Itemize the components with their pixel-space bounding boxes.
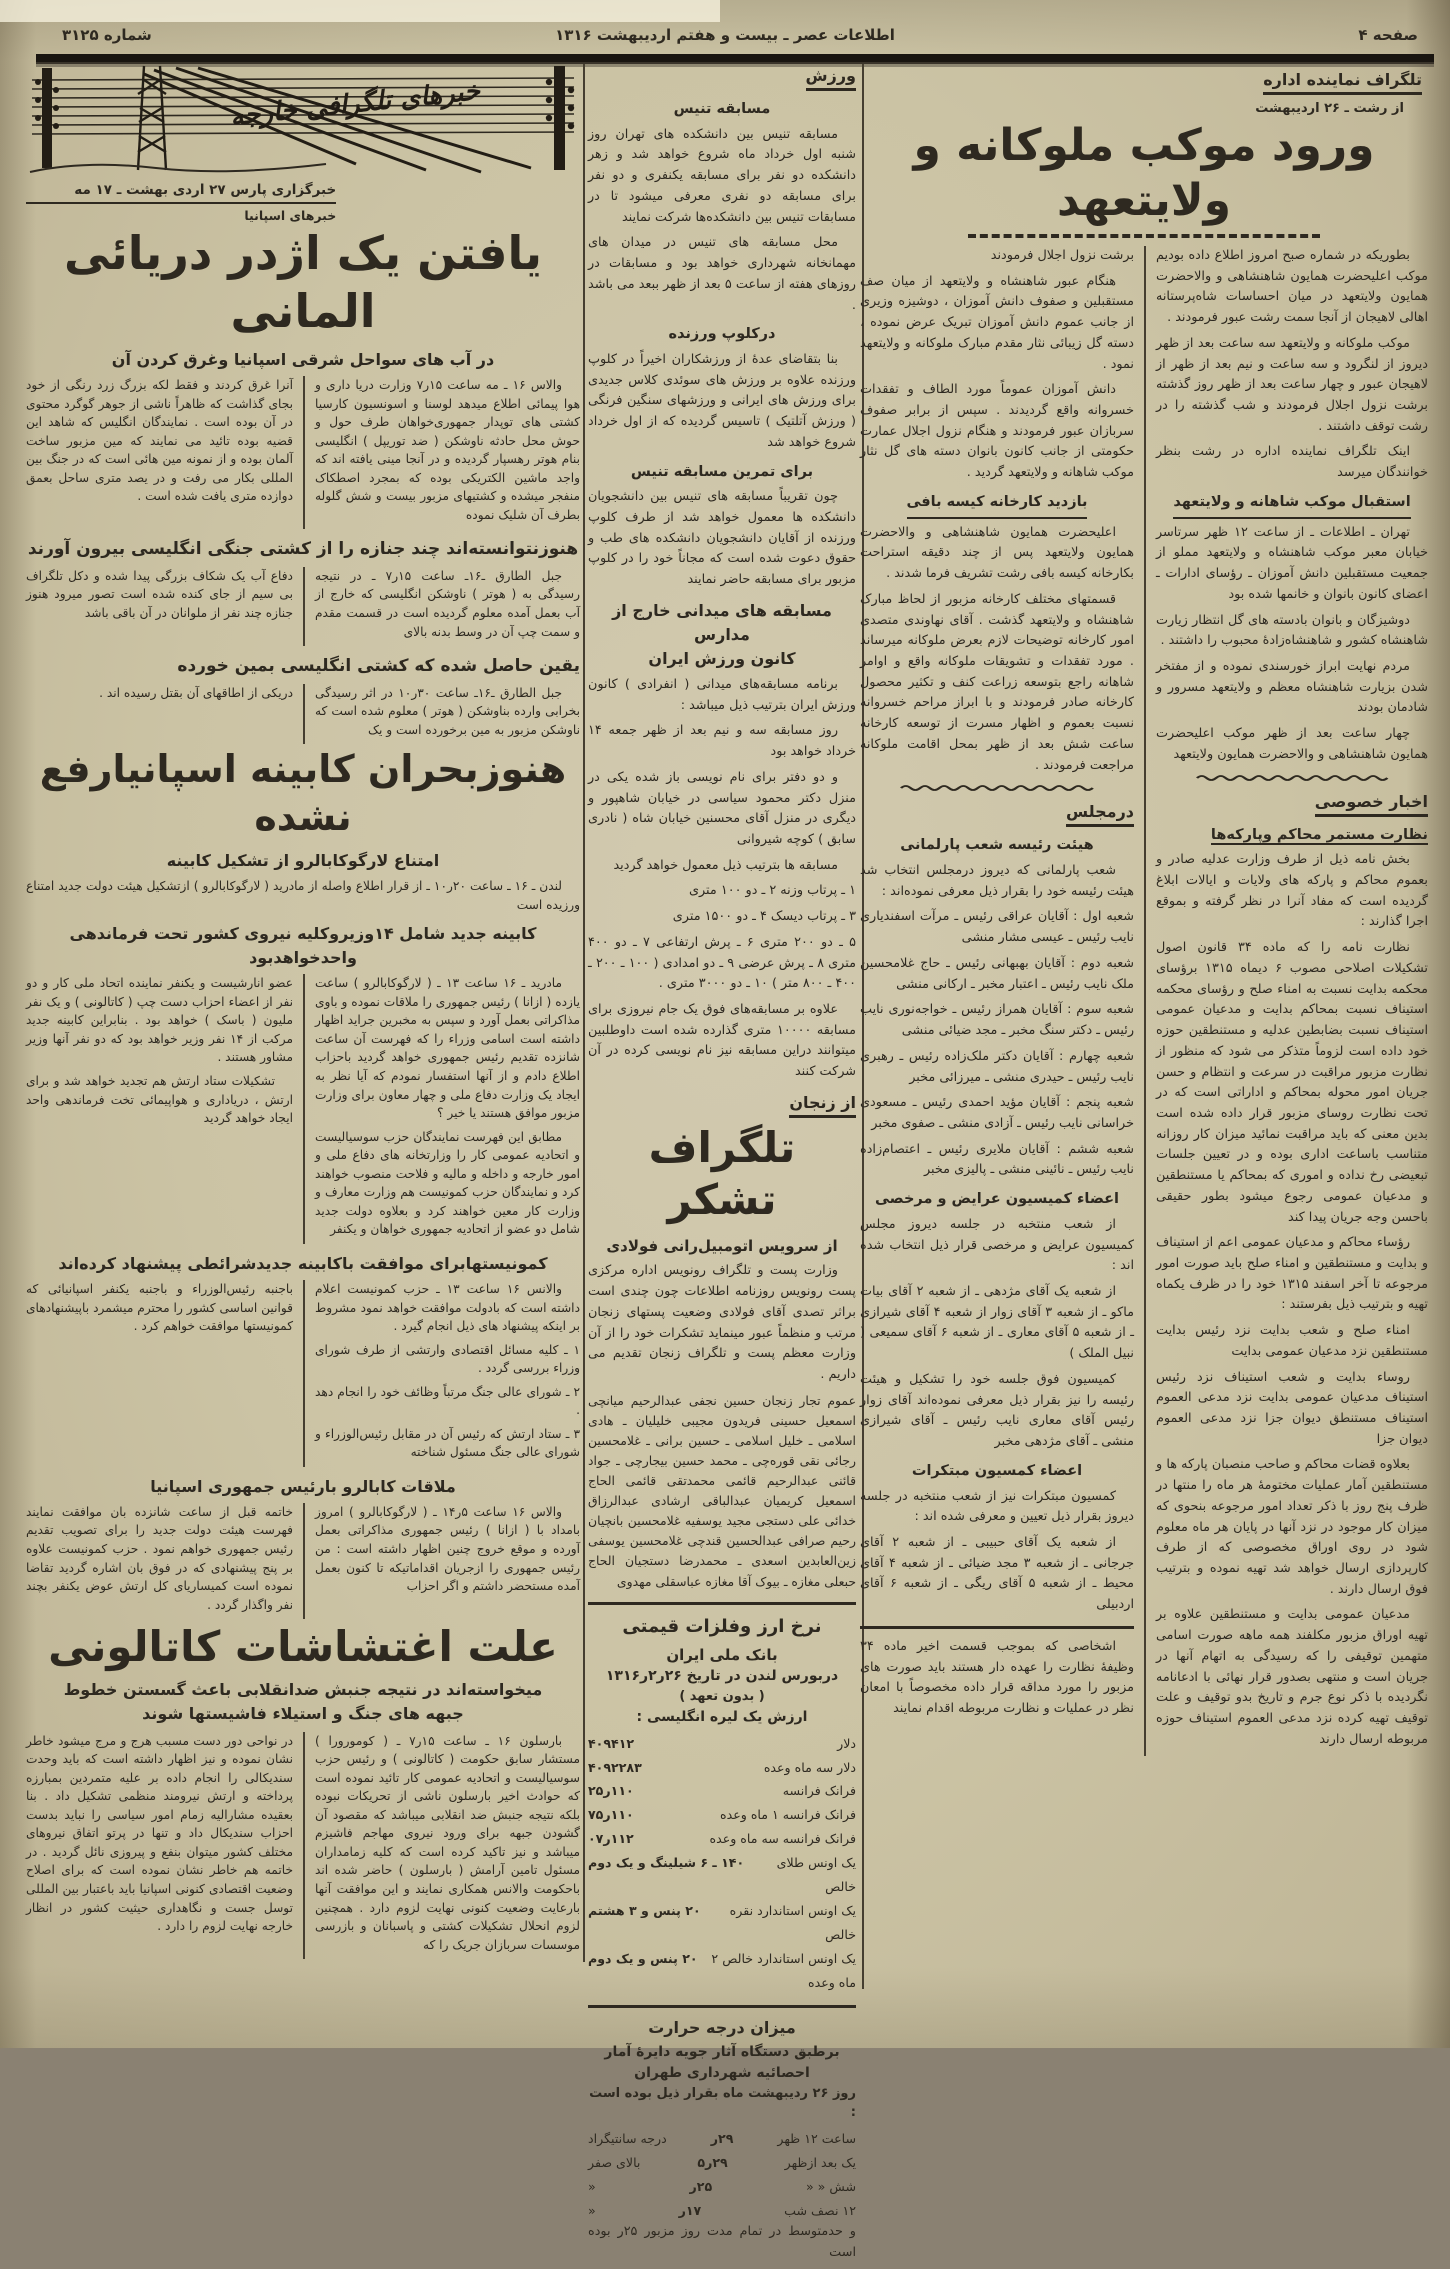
column-d xyxy=(303,1503,580,1619)
list-item: ۳ ـ پرتاب دیسک ۴ ـ دو ۱۵۰۰ متری xyxy=(672,909,856,925)
crisis-columns xyxy=(26,1503,580,1619)
paragraph: عضو انارشیست و یکنفر نماینده اتحاد ملی کار و دو نفر از اعضاء احزاب دست چپ ( کاتالونی ) و یک نفر ملیون ( باسک ) خواهد بود . بنابراین کابینه جدید مرکب از ۱۴ نفر وزیر خواهد بود که دو نفر آنها وزیر مشاور هستند . xyxy=(26,976,293,1065)
paragraph: بخش نامه ذیل از طرف وزارت عدلیه صادر و بعموم محاکم و پارکه های ولایات و ایالات ابلاغ گردیده است که مفاد آنرا در نظر گرفته و بموقع اجرا گذارند : xyxy=(1156,852,1428,930)
paragraph: بارسلون ۱۶ ـ ساعت ۱۵ر۷ ـ ( کومورورا ) مستشار سابق حکومت ( کاتالونی ) و رئیس حزب سوسیالیست و اتحادیه عمومی کار تائید نموده است که حوادث اخیر بارسلون ناشی از تحریکات نبوده بلکه نتیجه جنبش ضد انقلابی میباشد که مقصود آن گشودن جبهه برای ورود نیروی مهاجم فاشیزم میباشد و نیز تاکید کرده است که کلیه زمامداران مسئول تامین آرامش ( بارسلون ) حاضر شده اند باحکومت والانس همکاری نمایند و این موافقت آنها بارعایت وضعیت کنونی نهایت لزوم دارد . همچنین لزوم انحلال تشکیلات کشتی و پاسبانان و بازرسی موسسات سربازان جریک را که xyxy=(315,1733,580,1952)
column-rule xyxy=(583,64,585,1962)
headline-german-torpedo: یافتن یک اژدر دریائی المانی xyxy=(63,226,543,338)
paragraph: بعلاوه قضات محاکم و صاحب منصبان پارکه ها و مستنطقین آمار عملیات مختومهٔ هر ماه را منتها در ظرف پنج روز با ذکر تعداد امور مرجوعه بنحوی که میزان کار موجود در نزد آنها در پایان هر ماه معلوم شود در روی اوراق مخصوصی که از طرف کارپردازی ارسال خواهد شد تهیه نموده و بترتیب فوق ارسال دارند . xyxy=(1156,1457,1428,1597)
column-b xyxy=(860,246,1144,1756)
rate-row: یک اونس طلای خالص ۱۴۰ ـ ۶ شیلینگ و یک دوم xyxy=(588,1855,856,1895)
paragraph: وزارت پست و تلگراف رونویس اداره مرکزی پست رونویس روزنامه اطلاعات چون چندی است براثر تصدی آقای فولادی وضعیت پستهای زنجان مرتب و منظماً عبور مینماید تشکرات خود را از آن وزارت معظم پست و تلگراف زنجان تقدیم می داریم . xyxy=(588,1263,856,1382)
paragraph: مسابقه تنیس بین دانشکده های تهران روز شنبه اول خرداد ماه شروع خواهد شد و زهر دانشکده دو نفر برای مسابقه یکنفری و دو نفر برای مسابقه دو نفری معرفی میشود تا در مسابقات تنیس بین دانشکده‌ها شرکت نمایند xyxy=(588,126,856,225)
paragraph: رؤساء محاکم و مدعیان عمومی اعم از استیناف و بدایت و مستنطقین و امناء صلح باید صورت امور مرجوعه تا آخر اسفند ۱۳۱۵ خود را در ظرف یکماه تهیه و بترتیب ذیل بفرستند : xyxy=(1156,1235,1428,1313)
column-a xyxy=(1144,246,1428,1756)
subhead-bodies-not-recovered: هنوزنتوانسته‌اند چند جنازه را از کشتی جنگی انگلیسی بیرون آورند xyxy=(27,539,579,560)
signatories-list: عموم تجار زنجان حسین نجفی عبدالرحیم میانچی اسمعیل حسینی فریدون مجیبی خلیلیان ـ هادی اسلامی ـ خلیل اسلامی ـ حسین برانی ـ غلامحسین رجائی نقی قوره‌چی ـ محمد حسین بیجارچی ـ جواد قائنی عبدالرحیم قائمی محمدتقی قائمی الحاج اسمعیل کریمیان عبدالباقی ارشادی عبدالرزاق خدائی علی دستجی مجید یوسفیه غلامحسین بانچیان رحیم صرافی عبدالحسین قندچی غلامحسین یوسفی زین‌العابدین اسعدی ـ محمدرضا دستجیان الحاج حبعلی مغازه ـ بیوک آقا مغازه عباسقلی مهدوی xyxy=(588,1392,856,1589)
paper-edge-strip xyxy=(0,0,720,22)
paragraph: والاس ۱۶ ـ مه ساعت ۱۵ر۷ وزارت دریا داری و هوا پیمائی اطلاع میدهد لوسنا و اسونسیون کارسیا کشتی های توپدار جمهوری‌خواهان طرف حول و حوش محل حادثه ناوشکن ( ضد توریپل ) انگلیسی بنام هوتر رهسپار گردیده و در آنجا مینی یافته اند که واجد ماشین الکتریکی بوده که بمجرد اصطکاک منفجر میشده و کشتیهای مزبور بیست و شش گلوله بطرف آن شلیک نموده xyxy=(315,378,580,522)
paragraph: دریکی از اطاقهای آن بقتل رسیده اند . xyxy=(99,685,293,700)
subhead-tennis-practice: برای تمرین مسابقه تنیس xyxy=(630,463,814,480)
paragraph: لندن ـ ۱۶ ـ ساعت ۲۰ر۱۰ ـ از قرار اطلاع واصله از مادرید ( لارگوکابالرو ) ازتشکیل هیئت دولت جدید امتناع ورزیده است xyxy=(26,879,580,912)
subhead-caballero-refusal: امتناع لارگوکابالرو از تشکیل کابینه xyxy=(166,851,440,871)
list-item: ۳ ـ ستاد ارتش که رئیس آن در مقابل رئیس‌الوزراء و شورای عالی جنگ مسئول شناخته xyxy=(315,1426,580,1460)
paragraph: برشت نزول اجلال فرمودند xyxy=(990,248,1134,263)
column-e xyxy=(26,1503,303,1619)
paragraph: تشکیلات ستاد ارتش هم تجدید خواهد شد و برای ارتش ، دریاداری و هواپیمائی تخت فرماندهی واحد ایجاد خواهد گردید xyxy=(26,1074,293,1126)
paragraph: دوشیزگان و بانوان بادسته های گل انتظار زیارت شاهنشاه کشور و شاهنشاه‌زادهٔ محبوب را داشتند . xyxy=(1156,612,1428,649)
section-parliament: درمجلس xyxy=(860,802,1134,827)
paragraph: برنامه مسابقه‌های میدانی ( انفرادی ) کانون ورزش ایران بترتیب ذیل میباشد : xyxy=(588,676,856,713)
subhead-factory-visit: بازدید کارخانه کیسه بافی xyxy=(860,492,1134,519)
rate-row: فرانک فرانسه ۱۱۰ر۲۵ xyxy=(588,1783,856,1799)
subhead-pound-value: ارزش یک لیره انگلیسی : xyxy=(636,1708,808,1725)
kicker-zanjan: از زنجان xyxy=(588,1093,856,1118)
paragraph: مسابقه ها بترتیب ذیل معمول خواهد گردید xyxy=(613,857,838,873)
section-rule xyxy=(860,1626,1134,1629)
column-e xyxy=(26,974,303,1244)
paragraph: و دو دفتر برای نام نویسی باز شده یکی در منزل دکتر محمود سیاسی در خیابان شاهپور و دیگری در منزل آقای محسنین خیابان شاه ( نادری سابق ) کوچه شیروانی xyxy=(588,769,856,847)
crisis-columns xyxy=(26,974,580,1244)
column-d xyxy=(303,567,580,646)
paragraph: هنگام عبور شاهنشاه و ولایتعهد از میان صف مستقبلین و صفوف دانش آموزان ، دوشیزه وزیری از جانب عموم دانش آموزان تبریک عرض نموده ، دسته گل زیبائی نثار مقدم مبارک ملوکانه و ولایتعهد نمود . xyxy=(860,273,1134,372)
column-d xyxy=(303,376,580,529)
paragraph: بطوریکه در شماره صبح امروز اطلاع داده بودیم موکب اعلیحضرت همایون شاهنشاهی و والاحضرت همایون ولایتعهد در میان احساسات شاه‌پرستانه اهالی لاهیجان از آنجا سمت رشت عبور فرمودند . xyxy=(1156,248,1428,326)
list-item: شعبه دوم : آقایان بهبهانی رئیس ـ حاج غلامحسین ملک نایب رئیس ـ اعتبار مخبر ـ ارکانی منشی xyxy=(860,955,1134,992)
dashed-rule xyxy=(968,234,1320,238)
paragraph: اینک تلگراف نماینده اداره در رشت بنظر خوانندگان میرسد xyxy=(1156,444,1428,481)
paragraph: والاس ۱۶ ساعت ۵ر۱۴ ـ ( لارگوکابالرو ) امروز بامداد با ( ازانا ) رئیس جمهوری مذاکراتی بعمل آورده و موقع خروج چنین اظهار داشته است : من رئیس جمهوری را ازجریان اقداماتیکه تا کنون بعمل آمده مستحضر داشتم و اگر احزاب xyxy=(315,1504,580,1594)
subhead-weather-source2: احصائیه شهرداری طهران xyxy=(634,2064,810,2081)
subhead-no-obligation: ( بدون تعهد ) xyxy=(679,1689,765,1705)
torpedo-columns xyxy=(26,567,580,646)
illustration-title: خبرهای تلگرافی خارجه xyxy=(228,76,482,133)
torpedo-columns xyxy=(26,684,580,745)
headline-temperature: میزان درجه حرارت xyxy=(648,2017,796,2037)
rate-row: یک اونس استاندارد خالص ۲ ماه وعده ۲۰ پنس و یک دوم xyxy=(588,1950,856,1990)
kicker-telegraph-agency: تلگراف نماینده اداره xyxy=(860,70,1422,95)
page-number: صفحه ۴ xyxy=(1358,26,1418,44)
list-item: شعبه سوم : آقایان همراز رئیس ـ خواجه‌نوری نایب رئیس ـ دکتر سنگ مخبر ـ مجد ضیائی منشی xyxy=(860,1002,1134,1039)
paragraph: اشخاصی که بموجب قسمت اخیر ماده ۳۴ وظیفهٔ نظارت را عهده دار هستند باید صورت های مزبور را مورد مداقه قرار داده مخصوصاً با امعان نظر در عملیات و نظارت مربوطه اقدام نمایند xyxy=(860,1638,1134,1716)
headline-thanks-telegram: تلگراف تشکر xyxy=(648,1122,796,1225)
list-item: شعبه ششم : آقایان ملایری رئیس ـ اعتصام‌زاده نایب رئیس ـ نائینی منشی ـ پالیزی مخبر xyxy=(860,1141,1134,1178)
paragraph: موکب ملوکانه و ولایتعهد سه ساعت بعد از ظهر دیروز از لنگرود و سه ساعت و نیم بعد از ظهر از لاهیجان عبور و چهار ساعت بعد از ظهر روز گذشته برشت نزول اجلال فرمودند و شب گذشته را در رشت توقف داشتند . xyxy=(1156,335,1428,434)
paragraph: باجنبه رئیس‌الوزراء و باجنبه یکنفر اسپانیائی که قوانین اساسی کشور را محترم میشمرد باپیشنهادهای کمونیستها موافقت خواهم کرد . xyxy=(26,1281,293,1334)
column-d xyxy=(303,1280,580,1467)
rate-row: یک اونس استاندارد نقره خالص ۲۰ پنس و ۳ هشتم xyxy=(588,1903,856,1942)
weather-average: و حدمتوسط در تمام مدت روز مزبور ۲۵ر بوده است xyxy=(588,2224,856,2261)
paragraph: از شعب منتخبه در جلسه دیروز مجلس کمیسیون عرایض و مرخصی قرار ذیل انتخاب شده اند : xyxy=(860,1216,1134,1274)
subhead-london-bourse: دربورس لندن در تاریخ ۲۶ر۲ر۱۳۱۶ xyxy=(605,1668,839,1685)
headline-exchange-rates: نرخ ارز وفلزات قیمتی xyxy=(622,1615,822,1637)
section-private-news: اخبار خصوصی xyxy=(1156,792,1428,817)
paragraph: مطابق این فهرست نمایندگان حزب سوسیالیست و اتحادیه عمومی کار را وزارتخانه های دفاع ملی و امور خارجه و داخله و مالیه و فلاحت منصوب خواهند کرد و نمایندگان حزب کمونیست هم وزارت معارف و وزارت کار معین خواهند کرد و بعلاوه دولت جدید شامل دو عضو از اتحادیه جمهوری خواهان و یکنفر xyxy=(315,1129,580,1237)
paragraph: چون تقریباً مسابقه های تنیس بین دانشجویان دانشکده ها معمول خواهد شد از طرف کلوپ ورزنده از آقایان دانشجویان دانشکده های طب و حقوق دعوت شده است که مجاناً خود را در کلوپ مزبور برای مسابقه حاضر نمایند xyxy=(588,489,856,588)
headline-spain-cabinet-crisis: هنوزبحران کابینه اسپانیارفع نشده xyxy=(39,747,567,839)
subhead-welcome: استقبال موکب شاهانه و ولایتعهد xyxy=(1156,492,1428,519)
section-royal-arrival xyxy=(860,62,1428,1756)
column-d xyxy=(303,974,580,1244)
column-d xyxy=(303,1732,580,1960)
paragraph: نظارت نامه را که ماده ۳۴ قانون اصول تشکیلات اصلاحی مصوب ۶ دیماه ۱۳۱۵ برؤسای محکمه بدایت نسبت به امناء صلح و رؤسای محکمه استیناف نسبت بمحاکم بدایت و مدعیان عمومی استیناف نسبت بضابطین عدلیه و مستنطقین حوزه خود داده است لزوماً متذکر می شود که منظور از نظارت مزبور مراقبت در سرعت و انتظام و حسن جریان امور محوله بمحاکم و اداراتی است که در تحت نظارت روسای مزبور قرار داده شده است بدین معنی که باید مراقبت نمائید میزان کار روزانه متناسب باساعت اداری بوده و در تعیین جلسات تبعیضی رخ نداده و اموری که بمحاکم یا مستنطقین و مدعیان عمومی رجوع میشود بطور حقیقی باحسن وجه جریان پیدا کند xyxy=(1156,940,1428,1225)
section-rule xyxy=(588,2005,856,2008)
telegraph-wires-illustration xyxy=(26,60,580,178)
rate-row: دلار ۴۰۹۴۱۲ xyxy=(588,1735,856,1751)
paragraph: کمسیون مبتکرات نیز از شعب منتخبه در جلسه دیروز بقرار ذیل تعیین و معرفی شده اند : xyxy=(860,1488,1134,1525)
paragraph: در نواحی دور دست مسبب هرج و مرج میشود خاطر نشان نموده و نیز اظهار داشته است که باید وحدت سندیکالی را انجام داده بر علیه متمردین بمبارزه پرداخته و ارتش نیرومند منظمی تشکیل داد . بنا بعقیده مشارالیه زمام امور سیاسی را نباید بدست احزاب سندیکال داد و تنها در پرتو اتفاق نیروهای مختلف کشور میتوان بنفع و پیروزی نائل گردید . در خاتمه هم خاطر نشان نموده است که برای اصلاح وضعیت اقتصادی کنونی اسپانیا باید باعتبار بین المللی توسل جست و نگاهداری حیثیت کشور در انظار خارجه نهایت لزوم را دارد . xyxy=(26,1733,293,1934)
list-item: شعبه اول : آقایان عراقی رئیس ـ مرآت اسفندیاری نایب رئیس ـ عیسی مشار منشی xyxy=(860,909,1134,946)
subhead-tennis-match: مسابقه تنیس xyxy=(673,101,771,117)
paragraph: چهار ساعت بعد از ظهر موکب اعلیحضرت همایون شاهنشاهی و والاحضرت همایون ولایتعهد xyxy=(1156,726,1428,762)
subhead-weather-date: روز ۲۶ ردیبهشت ماه بقرار ذیل بوده است : xyxy=(589,2085,856,2121)
masthead: اطلاعات عصر ـ بیست و هفتم اردیبهشت ۱۳۱۶ xyxy=(555,26,895,44)
paragraph: آنرا غرق کردند و فقط لکه بزرگ زرد رنگی از خود بجای گذاشت که ظاهراً ناشی از جوهر گوگرد محتوی در آن بوده است . نمایندگان انگلیس که شاهد این قضیه بوده تائید می نمایند که مین مزبور ساخت آلمان بوده و از نمونه مین هائی است که در جنگ بین المللی بکار می رفت و در یصد متری ساحل بعمق دوازده متری یافت شده است . xyxy=(26,378,293,504)
list-item: شعبه چهارم : آقایان دکتر ملک‌زاده رئیس ـ رهبری نایب رئیس ـ حیدری منشی ـ میرزائی مخبر xyxy=(860,1048,1134,1085)
section-middle-column xyxy=(588,62,856,2269)
subhead-sport-center: کانون ورزش ایران xyxy=(648,648,796,668)
column-e xyxy=(26,1732,303,1960)
paragraph: از شعبه یک آقای حبیبی ـ از شعبه ۲ آقای جرجانی ـ از شعبه ۳ مجد ضیائی ـ از شعبه ۴ آقای محیط ـ از شعبه ۵ آقای ریگی ـ از شعبه ۶ آقای اردبیلی xyxy=(860,1534,1135,1613)
paragraph: کمیسیون فوق جلسه خود را تشکیل و هیئت رئیسه را نیز بقرار ذیل معرفی نموده‌اند آقای زوار رئیس آقای معاری نایب رئیس ـ آقای شیرازی منشی ـ آقای مژدهی مخبر xyxy=(860,1371,1134,1450)
temperature-row: ساعت ۱۲ ظهر ۲۹ر درجه سانتیگراد xyxy=(588,2130,856,2146)
rate-row: فرانک فرانسه سه ماه وعده ۱۱۲ر۰۷ xyxy=(588,1831,856,1847)
paragraph: محل مسابقه های تنیس در میدان های مهمانخانه شهرداری خواهد بود و مسابقات در روزهای هفته از ساعت ۵ بعد از ظهر ببعد می باشد . xyxy=(588,235,856,313)
temperature-row: یک بعد ازظهر ۲۹ر۵ بالای صفر xyxy=(588,2154,856,2170)
paragraph: دفاع آب یک شکاف بزرگی پیدا شده و دکل تلگراف بی سیم از جای کنده شده است تصور میرود هنوز جنازه چند نفر از ملوانان در آن باقی باشد xyxy=(26,568,293,620)
subhead-weather-source: برطبق دستگاه آثار جویه دایرهٔ آمار xyxy=(604,2043,840,2060)
agency-dateline: خبرگزاری پارس ۲۷ اردی بهشت ـ ۱۷ مه xyxy=(26,182,336,204)
paragraph: جبل الطارق ـ۱۶ـ ساعت ۳۰ر۱۰ در اثر رسیدگی بخرابی وارده بناوشکن ( هوتر ) معلوم شده است که ناوشکن مزبور به مین برخورده است و یک xyxy=(315,685,580,737)
subhead-court-supervision: نظارت مستمر محاکم وپارکه‌ها xyxy=(1210,826,1428,843)
column-d xyxy=(303,684,580,745)
headline-catalonia-riots: علت اغتشاشات کاتالونی xyxy=(48,1622,558,1672)
column-e xyxy=(26,684,303,745)
paragraph: بنا بتقاضای عدهٔ از ورزشکاران اخیراً در کلوپ ورزنده علاوه بر ورزش های سوئدی کلاس جدیدی برای ورزش های ایرانی و ورزشهای سنگین فرنگی ( ورزش آتلتیک ) تاسیس گردیده که از اول خرداد شروع خواهد شد xyxy=(588,351,856,450)
column-e xyxy=(26,1280,303,1467)
subhead-torpedo: در آب های سواحل شرقی اسپانیا وغرق کردن آن xyxy=(111,350,495,369)
list-item: ۵ ـ دو ۲۰۰ متری ۶ ـ پرش ارتفاعی ۷ ـ دو ۴۰۰ متری ۸ ـ پرش عرضی ۹ ـ دو امدادی ( ۱۰۰ ـ ۲۰۰ ـ ۴۰۰ ـ ۸۰۰ متر ) ۱۰ ـ دو ۳۰۰۰ متری . xyxy=(588,934,856,992)
paragraph: قسمتهای مختلف کارخانه مزبور از لحاظ مبارک شاهنشاه و ولایتعهد گذشت . آقای نهاوندی متصدی امور کارخانه توضیحات لازم بعرض ملوکانه میرساند . مورد تفقدات و تشویقات ملوکانه واقع و اوامر شاهانه راجع بتوسعه زراعت کنف و تکثیر محصول کارخانه صادر فرمودند و با ابراز مراحم خسروانه نسبت بعموم و اظهار مسرت از توسعه کارخانه ساعت شش بعد از ظهر بمحل اقامت ملوکانه مراجعت فرمودند . xyxy=(860,591,1134,773)
subhead-caballero-meeting: ملاقات کابالرو بارئیس جمهوری اسپانیا xyxy=(150,1476,456,1496)
headline-royal-arrival: ورود موکب ملوکانه و ولایتعهد xyxy=(913,120,1375,226)
paragraph: خاتمه قبل از ساعت شانزده بان موافقت نمایند فهرست هیئت دولت جدید را برای تصویب تقدیم رئیس جمهوری خواهم نمود . حزب کمونیست علاوه بر پنج پیشنهادی که در فوق بان اشاره گردید تقاضا نموده است کمیساریای کل ارتش عوض یکنفر بچند نفر واگذار گردد . xyxy=(26,1504,293,1612)
paragraph: مادرید ـ ۱۶ ساعت ۱۳ ـ ( لارگوکابالرو ) ساعت یازده ( ازانا ) رئیس جمهوری را ملاقات نموده و باوی مذاکراتی بعمل آورد و سپس به مخبرین جراید اظهار داشته است اسامی وزراء را که فهرست آن ساعت شانزده تقدیم رئیس جمهوری خواهد گردید باحزاب اطلاع دادم و از آنها استفسار نمودم که آیا نظر به ایجاد یک وزارت دفاع ملی و چهار معاون برای وزارت مزبور موافق هستند یا خیر ؟ xyxy=(315,976,580,1121)
rate-row: دلار سه ماه وعده ۴۰۹۲۲۸۳ xyxy=(588,1759,856,1775)
section-rule xyxy=(588,1602,856,1605)
subhead-petitions-commission: اعضاء کمیسیون عرایض و مرخصی xyxy=(875,1191,1119,1208)
section-sports: ورزش xyxy=(588,66,856,91)
column-e xyxy=(26,567,303,646)
subhead-foulad-service: از سرویس اتومبیل‌رانی فولادی xyxy=(606,1236,838,1255)
subhead-parliament-boards: هیئت رئیسه شعب پارلمانی xyxy=(900,837,1094,854)
paragraph: روساء بدایت و شعب استیناف نزد رئیس استیناف مدعیان عمومی بدایت نزد مدعی العموم استیناف مستنطق دیوان جزا نزد مدعی العموم دیوان جزا xyxy=(1156,1369,1428,1447)
subhead-field-games: مسابقه های میدانی خارج از مدارس xyxy=(612,600,832,644)
issue-number: شماره ۳۱۲۵ xyxy=(62,26,152,44)
paragraph: دانش آموزان عموماً مورد الطاف و تفقدات خسروانه واقع گردیدند . سپس از برابر صفوف سربازان عبور فرمودند و هنگام نزول اجلال عمارت حکومتی از جانب کانون بانوان دسته های گل نثار موکب شاهانه و ولایتعهد گردید . xyxy=(860,382,1134,481)
list-item: ۱ ـ کلیه مسائل اقتصادی وارتشی از طرف شورای وزراء بررسی گردد . xyxy=(315,1342,580,1376)
list-item: ۱ ـ پرتاب وزنه ۲ ـ دو ۱۰۰ متری xyxy=(688,883,856,899)
paragraph: تهران ـ اطلاعات ـ از ساعت ۱۲ ظهر سرتاسر خیابان معبر موکب شاهنشاه و ولایتعهد مملو از جمعیت مستقبلین دانش آموزان ـ رؤسای ادارات ـ اعضای کانون بانوان و خانمها شده بود xyxy=(1156,524,1428,602)
paragraph: اعلیحضرت همایون شاهنشاهی و والاحضرت همایون ولایتعهد پس از چند دقیقه استراحت بکارخانه کیسه بافی رشت تشریف فرما شدند . xyxy=(860,524,1134,582)
temperature-row: شش « « ۲۵ر « xyxy=(588,2178,856,2194)
kicker-spain-news: خبرهای اسپانیا xyxy=(244,208,337,223)
crisis-columns xyxy=(26,1280,580,1467)
column-e xyxy=(26,376,303,529)
subhead-initiatives-commission: اعضاء کمسیون مبتکرات xyxy=(911,1462,1083,1479)
subhead-new-cabinet: کابینه جدید شامل ۱۴وزیروکلیه نیروی کشور تحت فرماندهی واحدخواهدبود xyxy=(69,924,537,968)
rate-row: فرانک فرانسه ۱ ماه وعده ۱۱۰ر۷۵ xyxy=(588,1807,856,1823)
paragraph: مدعیان عمومی بدایت و مستنطقین علاوه بر تهیه اوراق مزبور مکلفند همه ماهه صورت اسامی متهمین توقیفی را که رسیدگی به اتهام آنها در جریان است و منتهی بصدور قرار نهائی با ادعانامه نگردیده با ذکر نوع جرم و تاریخ بدو توقیف و علت توقیف تهیه کرده نزد مدعی العموم استیناف حوزه مربوطه ارسال دارند xyxy=(1156,1607,1428,1747)
wavy-divider xyxy=(1197,774,1387,782)
paragraph: مردم نهایت ابراز خورسندی نموده و از مفتخر شدن بزیارت شاهنشاه معظم و ولایتعهد مسرور و شادمان بودند xyxy=(1156,658,1428,716)
subhead-catalonia: میخواسته‌اند در نتیجه جنبش ضدانقلابی باعث گسستن خطوط جبهه های جنگ و استیلاء فاشیستها شوند xyxy=(63,1679,543,1723)
catalonia-columns xyxy=(26,1732,580,1960)
subhead-sport-club: درکلوپ ورزنده xyxy=(668,326,776,343)
subhead-bank-melli: بانک ملی ایران xyxy=(666,1645,778,1664)
temperature-row: ۱۲ نصف شب ۱۷ر « xyxy=(588,2202,856,2218)
wavy-divider xyxy=(901,784,1093,792)
paragraph: از شعبه یک آقای مژدهی ـ از شعبه ۲ آقای بیات ماکو ـ از شعبه ۳ آقای زوار از شعبه ۴ آقای شیرازی ـ از شعبه ۵ آقای معاری ـ از شعبه ۶ آقای سمیعی ( نبیل الملک ) xyxy=(860,1284,1135,1362)
royal-columns xyxy=(860,246,1428,1756)
paragraph: امناء صلح و شعب بدایت نزد رئیس بدایت مستنطقین نزد مدعیان عمومی بدایت xyxy=(1156,1323,1428,1359)
paragraph: شعب پارلمانی که دیروز درمجلس انتخاب شد هیئت رئیسه خود را بقرار ذیل معرفی نموده‌اند : xyxy=(860,863,1134,899)
section-foreign-news xyxy=(26,60,580,1959)
paragraph: والانس ۱۶ ساعت ۱۳ ـ حزب کمونیست اعلام داشته است که بادولت موافقت خواهد نمود مشروط بر اینکه پیشنهاد های ذیل انجام گیرد . xyxy=(315,1281,580,1334)
paragraph: جبل الطارق ـ۱۶ـ ساعت ۱۵ر۷ ـ در نتیجه رسیدگی به ( هوتر ) ناوشکن انگلیسی که خارج از آب بعمل آمده معلوم گردیده است در قسمت مقدم و سمت چپ آن در وسط بدنه بالای xyxy=(315,568,580,639)
paragraph: روز مسابقه سه و نیم بعد از ظهر جمعه ۱۴ خرداد خواهد بود xyxy=(588,723,856,760)
dateline-rasht: از رشت ـ ۲۶ اردیبهشت xyxy=(1255,101,1404,116)
paragraph: علاوه بر مسابقه‌های فوق یک جام نیروزی برای مسابقه ۱۰۰۰۰ متری گذارده شده است داوطلبین میتوانند دراین مسابقه نیز نام نویسی کرده در آن شرکت کنند xyxy=(588,1001,856,1080)
list-item: شعبه پنجم : آقایان مؤید احمدی رئیس ـ مسعودی خراسانی نایب رئیس ـ آزادی منشی ـ صفوی مخبر xyxy=(860,1095,1134,1131)
list-item: ۲ ـ شورای عالی جنگ مرتباً وظائف خود را انجام دهد . xyxy=(315,1384,580,1418)
torpedo-columns xyxy=(26,376,580,529)
subhead-ship-hit-mine: یقین حاصل شده که کشتی انگلیسی بمین خورده xyxy=(177,656,580,677)
subhead-communist-conditions: کمونیستهابرای موافقت باکابینه جدیدشرائطی پیشنهاد کرده‌اند xyxy=(58,1253,548,1273)
